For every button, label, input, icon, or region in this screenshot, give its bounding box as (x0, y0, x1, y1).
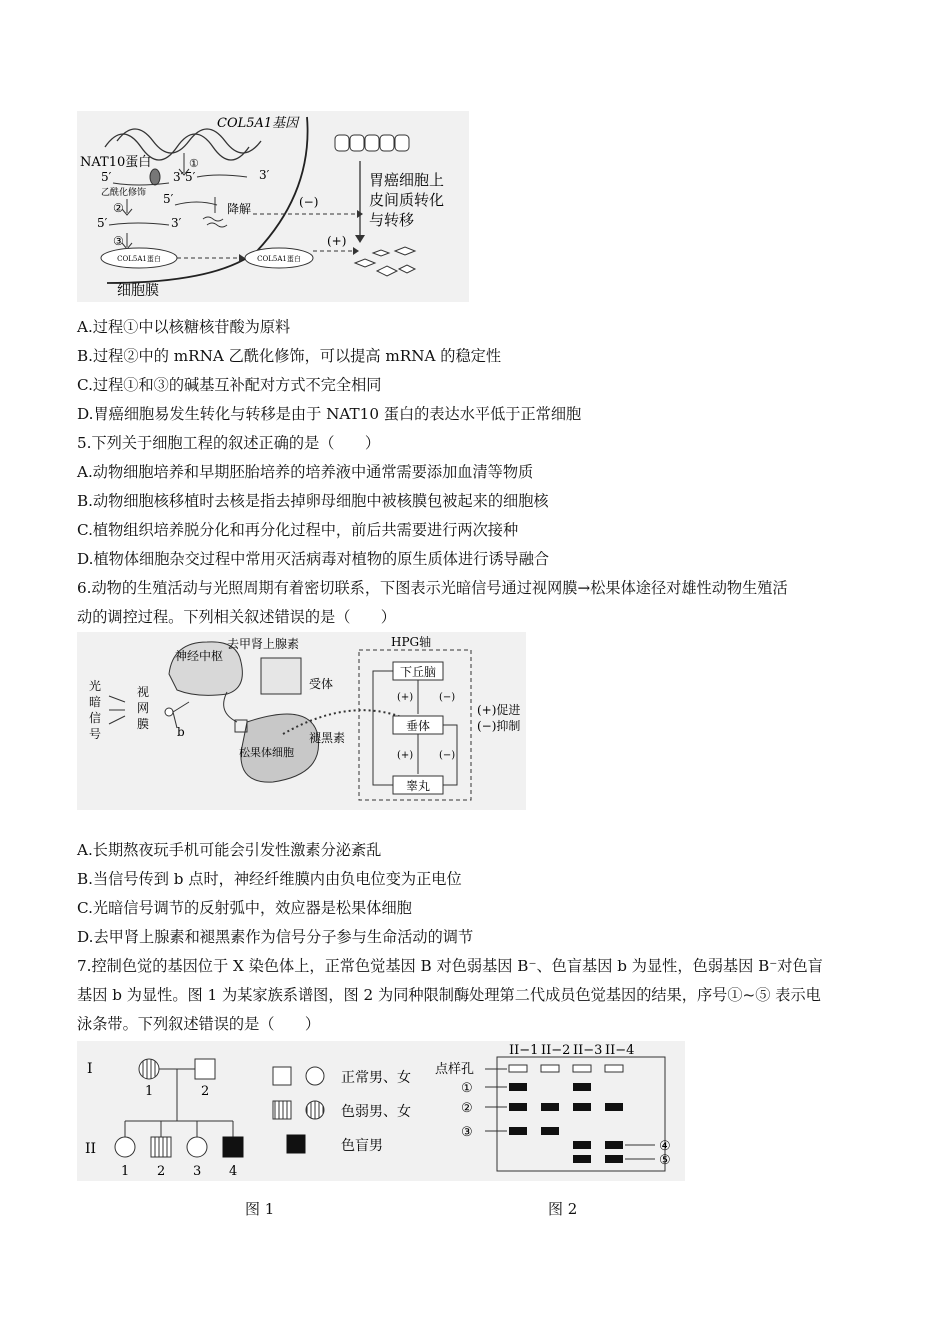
retina-char: 膜 (137, 717, 150, 731)
prime-label: 5′ (97, 216, 108, 230)
q6-option-c: C.光暗信号调节的反射弧中，效应器是松果体细胞 (77, 899, 412, 917)
testis-label: 睾丸 (405, 779, 431, 793)
promote-mark: (+) (397, 692, 414, 703)
gel-band (541, 1127, 559, 1135)
q6-stem-line2: 动的调控过程。下列相关叙述错误的是（ ） (77, 608, 396, 626)
pedigree-gel-figure (77, 1041, 685, 1181)
band-label: ⑤ (659, 1153, 671, 1168)
q5-option-a: A.动物细胞培养和早期胚胎培养的培养液中通常需要添加血清等物质 (77, 463, 534, 481)
melatonin-label: 褪黑素 (309, 731, 346, 745)
gel-band (509, 1103, 527, 1111)
generation-ii-label: II (85, 1141, 97, 1157)
pedigree-number: 1 (121, 1164, 130, 1179)
point-b-label: b (177, 725, 185, 739)
gel-band (573, 1155, 591, 1163)
q5-option-c: C.植物组织培养脱分化和再分化过程中，前后共需要进行两次接种 (77, 521, 519, 539)
pineal-label: 松果体细胞 (239, 746, 294, 759)
light-char: 光 (89, 679, 102, 693)
protein-label: COL5A1蛋白 (117, 255, 161, 263)
gel-band (573, 1103, 591, 1111)
prime-label: 5′ (185, 170, 196, 184)
hypothalamus-label: 下丘脑 (399, 665, 437, 679)
q5-option-b: B.动物细胞核移植时去核是指去掉卵母细胞中被核膜包被起来的细胞核 (77, 492, 549, 510)
result-text: 与转移 (369, 211, 415, 229)
lane-label: II−1 (509, 1043, 539, 1058)
pedigree-ii1 (115, 1137, 135, 1157)
pineal-hpg-diagram (77, 632, 526, 810)
pedigree-ii3 (187, 1137, 207, 1157)
legend-promote: (+)促进 (477, 703, 521, 717)
gel-band (573, 1083, 591, 1091)
legend-weak: 色弱男、女 (341, 1104, 411, 1120)
wells-label: 点样孔 (435, 1062, 475, 1077)
legend-normal: 正常男、女 (341, 1070, 411, 1086)
promote-mark: (+) (327, 234, 347, 248)
col5a1-diagram (77, 111, 469, 302)
retina-char: 网 (137, 701, 150, 715)
pituitary-label: 垂体 (405, 719, 431, 733)
protein-label: COL5A1蛋白 (257, 255, 301, 263)
inhibit-mark: (−) (439, 692, 456, 703)
light-char: 号 (89, 727, 102, 741)
gel-band (605, 1103, 623, 1111)
gel-band (605, 1141, 623, 1149)
norepinephrine-label: 去甲肾上腺素 (227, 637, 300, 651)
gel-frame (497, 1057, 665, 1171)
gel-band (509, 1083, 527, 1091)
prime-label: 5′ (101, 170, 112, 184)
retina-char: 视 (137, 685, 150, 699)
pedigree-number: 4 (229, 1164, 238, 1179)
q7-stem-line2: 基因 b 为显性。图 1 为某家族系谱图，图 2 为同种限制酶处理第二代成员色觉基因的结果，序号①~⑤ 表示电 (77, 986, 821, 1004)
pedigree-number: 1 (145, 1084, 154, 1099)
light-char: 信 (89, 711, 102, 725)
prime-label: 3′ (259, 168, 270, 182)
prime-label: 5′ (163, 192, 174, 206)
gel-band (509, 1127, 527, 1135)
q5-option-d: D.植物体细胞杂交过程中常用灭活病毒对植物的原生质体进行诱导融合 (77, 550, 550, 568)
membrane-label: 细胞膜 (117, 283, 159, 299)
legend-inhibit: (−)抑制 (477, 719, 521, 733)
prime-label: 3′ (173, 170, 184, 184)
nat10-label: NAT10蛋白 (80, 155, 152, 170)
process-3-marker: ③ (113, 234, 124, 248)
pedigree-number: 2 (157, 1164, 166, 1179)
gel-band (605, 1155, 623, 1163)
q6-stem-line1: 6.动物的生殖活动与光照周期有着密切联系，下图表示光暗信号通过视网膜→松果体途径对雄性动物生殖活 (77, 579, 788, 597)
col5a1-figure (77, 111, 469, 302)
figure-2-caption: 图 2 (548, 1200, 578, 1218)
lane-label: II−3 (573, 1043, 603, 1058)
process-1-marker: ① (189, 157, 199, 170)
gene-label: COL5A1基因 (217, 116, 299, 131)
epithelial-cells (335, 135, 409, 151)
q6-option-b: B.当信号传到 b 点时，神经纤维膜内由负电位变为正电位 (77, 870, 462, 888)
result-text: 胃癌细胞上 (369, 171, 445, 189)
hpg-label: HPG轴 (391, 635, 432, 649)
pineal-hpg-figure (77, 632, 526, 810)
q6-option-d: D.去甲肾上腺素和褪黑素作为信号分子参与生命活动的调节 (77, 928, 474, 946)
legend-blind: 色盲男 (341, 1138, 383, 1154)
q4-option-b: B.过程②中的 mRNA 乙酰化修饰，可以提高 mRNA 的稳定性 (77, 347, 502, 365)
pedigree-ii4 (223, 1137, 243, 1157)
inhibit-mark: (−) (299, 195, 319, 209)
migrating-cells (355, 247, 415, 276)
q7-stem-line1: 7.控制色觉的基因位于 X 染色体上，正常色觉基因 B 对色弱基因 B⁻、色盲基因 b 为显性，色弱基因 B⁻对色盲 (77, 957, 823, 975)
q5-stem: 5.下列关于细胞工程的叙述正确的是（ ） (77, 434, 381, 452)
band-label: ① (461, 1081, 473, 1096)
degrade-label: 降解 (227, 202, 252, 216)
receptor-label: 受体 (309, 677, 334, 691)
q7-stem-line3: 泳条带。下列叙述错误的是（ ） (77, 1015, 320, 1033)
gel-band (573, 1141, 591, 1149)
gel-band (541, 1103, 559, 1111)
q4-option-d: D.胃癌细胞易发生转化与转移是由于 NAT10 蛋白的表达水平低于正常细胞 (77, 405, 582, 423)
nerve-center-label: 神经中枢 (175, 649, 224, 663)
result-text: 皮间质转化 (369, 191, 445, 209)
inhibit-mark: (−) (439, 750, 456, 761)
lane-label: II−2 (541, 1043, 571, 1058)
pedigree-number: 2 (201, 1084, 210, 1099)
band-label: ② (461, 1101, 473, 1116)
generation-i-label: I (87, 1061, 93, 1077)
q4-option-a: A.过程①中以核糖核苷酸为原料 (77, 318, 291, 336)
pedigree-i1 (139, 1059, 159, 1079)
pedigree-ii2 (151, 1137, 171, 1157)
promote-mark: (+) (397, 750, 414, 761)
pedigree-number: 3 (193, 1164, 202, 1179)
acetyl-label: 乙酰化修饰 (101, 188, 147, 198)
pedigree-gel-diagram (77, 1041, 685, 1181)
band-label: ③ (461, 1125, 473, 1140)
q6-option-a: A.长期熬夜玩手机可能会引发性激素分泌紊乱 (77, 841, 382, 859)
nat10-protein (150, 169, 160, 185)
q4-option-c: C.过程①和③的碱基互补配对方式不完全相同 (77, 376, 382, 394)
synapse-inset (261, 658, 301, 694)
process-2-marker: ② (113, 201, 124, 215)
prime-label: 3′ (171, 216, 182, 230)
lane-label: II−4 (605, 1043, 635, 1058)
figure-1-caption: 图 1 (245, 1200, 275, 1218)
light-char: 暗 (89, 695, 102, 709)
band-label: ④ (659, 1139, 671, 1154)
pedigree-i2 (195, 1059, 215, 1079)
